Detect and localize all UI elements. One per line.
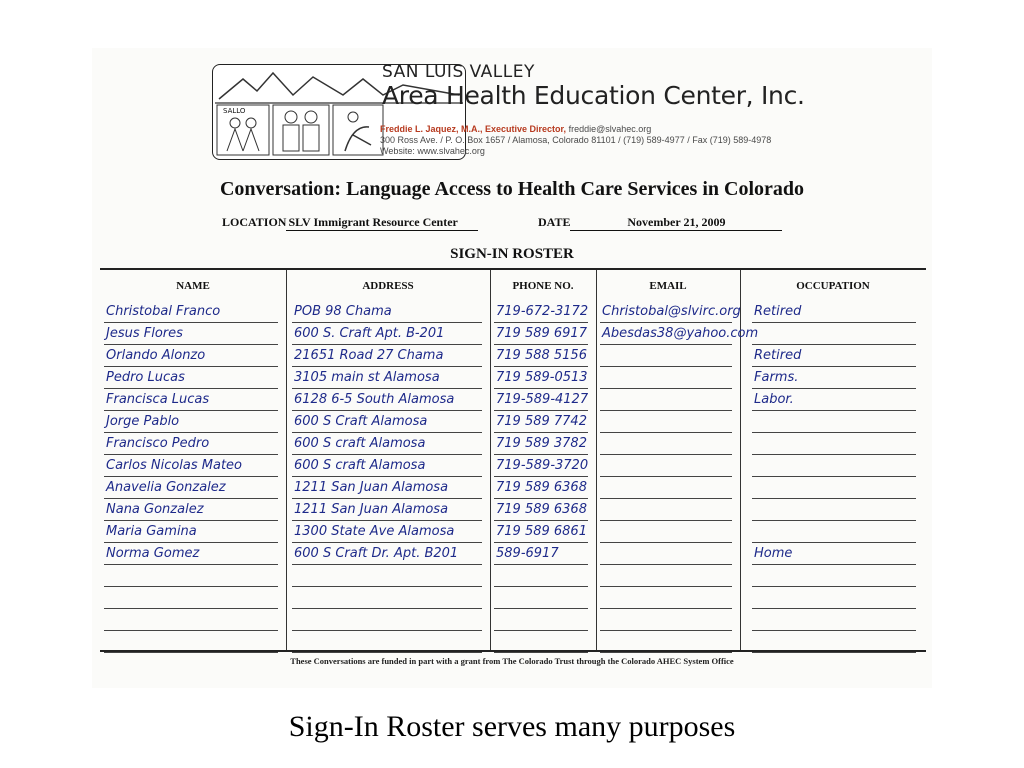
roster-cell-address: 1211 San Juan Alamosa bbox=[294, 502, 449, 517]
location-value: SLV Immigrant Resource Center bbox=[286, 215, 478, 231]
roster-cell-phone: 589-6917 bbox=[496, 546, 559, 561]
row-rule bbox=[494, 366, 588, 367]
location-row bbox=[222, 215, 478, 231]
row-rule bbox=[600, 498, 732, 499]
roster-cell-address: 600 S craft Alamosa bbox=[294, 458, 426, 473]
row-rule bbox=[494, 476, 588, 477]
roster-cell-address: 600 S Craft Alamosa bbox=[294, 414, 428, 429]
row-rule bbox=[292, 498, 482, 499]
roster-table bbox=[100, 268, 926, 652]
roster-cell-address: 600 S Craft Dr. Apt. B201 bbox=[294, 546, 459, 561]
row-rule bbox=[494, 542, 588, 543]
row-rule bbox=[752, 432, 916, 433]
roster-title: SIGN-IN ROSTER bbox=[450, 246, 574, 262]
row-rule bbox=[292, 564, 482, 565]
row-rule bbox=[752, 366, 916, 367]
row-rule bbox=[292, 388, 482, 389]
row-rule bbox=[104, 520, 278, 521]
roster-cell-phone: 719 588 5156 bbox=[496, 348, 587, 363]
roster-cell-name: Anavelia Gonzalez bbox=[106, 480, 226, 495]
row-rule bbox=[292, 322, 482, 323]
row-rule bbox=[752, 388, 916, 389]
roster-cell-address: 6128 6-5 South Alamosa bbox=[294, 392, 455, 407]
row-rule bbox=[292, 432, 482, 433]
logo-text: SALLO bbox=[223, 107, 246, 115]
row-rule bbox=[292, 652, 482, 653]
row-rule bbox=[752, 410, 916, 411]
row-rule bbox=[600, 344, 732, 345]
org-website: Website: www.slvahec.org bbox=[380, 146, 485, 156]
roster-cell-occupation: Home bbox=[754, 546, 793, 561]
row-rule bbox=[104, 388, 278, 389]
roster-cell-phone: 719 589 6368 bbox=[496, 480, 587, 495]
director-email: freddie@slvahec.org bbox=[568, 124, 652, 134]
row-rule bbox=[752, 608, 916, 609]
row-rule bbox=[494, 388, 588, 389]
row-rule bbox=[292, 366, 482, 367]
row-rule bbox=[600, 388, 732, 389]
row-rule bbox=[600, 652, 732, 653]
row-rule bbox=[600, 630, 732, 631]
header-address: ADDRESS bbox=[362, 280, 414, 292]
header-name: NAME bbox=[176, 280, 210, 292]
roster-cell-phone: 719 589-0513 bbox=[496, 370, 588, 385]
roster-cell-phone: 719 589 6368 bbox=[496, 502, 587, 517]
row-rule bbox=[494, 586, 588, 587]
roster-cell-occupation: Farms. bbox=[754, 370, 799, 385]
row-rule bbox=[104, 410, 278, 411]
header-email: EMAIL bbox=[649, 280, 687, 292]
location-label: LOCATION bbox=[222, 215, 287, 229]
row-rule bbox=[292, 410, 482, 411]
row-rule bbox=[600, 608, 732, 609]
row-rule bbox=[292, 586, 482, 587]
roster-cell-name: Carlos Nicolas Mateo bbox=[106, 458, 243, 473]
org-address: 300 Ross Ave. / P. O. Box 1657 / Alamosa, Colorado 81101 / (719) 589-4977 / Fax (719) 589-4978 bbox=[380, 135, 772, 145]
row-rule bbox=[600, 432, 732, 433]
date-row bbox=[538, 215, 782, 231]
row-rule bbox=[104, 366, 278, 367]
row-rule bbox=[600, 542, 732, 543]
row-rule bbox=[600, 586, 732, 587]
row-rule bbox=[104, 630, 278, 631]
row-rule bbox=[752, 652, 916, 653]
row-rule bbox=[600, 410, 732, 411]
row-rule bbox=[752, 344, 916, 345]
row-rule bbox=[104, 542, 278, 543]
row-rule bbox=[752, 454, 916, 455]
roster-cell-address: POB 98 Chama bbox=[294, 304, 392, 319]
roster-cell-address: 21651 Road 27 Chama bbox=[294, 348, 444, 363]
roster-cell-name: Francisca Lucas bbox=[106, 392, 210, 407]
roster-cell-email: Christobal@slvirc.org bbox=[602, 304, 741, 319]
row-rule bbox=[752, 564, 916, 565]
roster-cell-address: 1211 San Juan Alamosa bbox=[294, 480, 449, 495]
row-rule bbox=[494, 344, 588, 345]
row-rule bbox=[600, 520, 732, 521]
row-rule bbox=[292, 542, 482, 543]
roster-cell-address: 600 S. Craft Apt. B-201 bbox=[294, 326, 445, 341]
roster-cell-phone: 719 589 7742 bbox=[496, 414, 587, 429]
row-rule bbox=[494, 608, 588, 609]
column-divider bbox=[286, 270, 287, 650]
roster-cell-occupation: Retired bbox=[754, 348, 802, 363]
row-rule bbox=[104, 608, 278, 609]
roster-cell-name: Norma Gomez bbox=[106, 546, 200, 561]
row-rule bbox=[752, 542, 916, 543]
date-label: DATE bbox=[538, 215, 571, 229]
org-name-line1: SAN LUIS VALLEY bbox=[382, 62, 535, 82]
row-rule bbox=[494, 454, 588, 455]
roster-cell-phone: 719-589-4127 bbox=[496, 392, 589, 407]
roster-cell-phone: 719-672-3172 bbox=[496, 304, 589, 319]
row-rule bbox=[292, 476, 482, 477]
roster-cell-name: Francisco Pedro bbox=[106, 436, 210, 451]
row-rule bbox=[600, 366, 732, 367]
row-rule bbox=[494, 322, 588, 323]
row-rule bbox=[494, 564, 588, 565]
funding-note: These Conversations are funded in part with a grant from The Colorado Trust through the Colorado AHEC System Office bbox=[290, 656, 734, 666]
row-rule bbox=[494, 498, 588, 499]
row-rule bbox=[494, 652, 588, 653]
org-name-line2: Area Health Education Center, Inc. bbox=[382, 81, 805, 110]
row-rule bbox=[752, 520, 916, 521]
row-rule bbox=[752, 630, 916, 631]
roster-cell-email: Abesdas38@yahoo.com bbox=[602, 326, 759, 341]
row-rule bbox=[292, 520, 482, 521]
row-rule bbox=[104, 432, 278, 433]
roster-cell-phone: 719-589-3720 bbox=[496, 458, 589, 473]
roster-cell-address: 3105 main st Alamosa bbox=[294, 370, 440, 385]
org-name bbox=[382, 62, 805, 110]
row-rule bbox=[600, 454, 732, 455]
row-rule bbox=[292, 344, 482, 345]
roster-cell-phone: 719 589 6917 bbox=[496, 326, 587, 341]
roster-cell-phone: 719 589 3782 bbox=[496, 436, 587, 451]
column-divider bbox=[596, 270, 597, 650]
scanned-roster-sheet bbox=[92, 48, 932, 688]
slide-caption: Sign-In Roster serves many purposes bbox=[288, 710, 736, 743]
column-divider bbox=[490, 270, 491, 650]
row-rule bbox=[752, 586, 916, 587]
row-rule bbox=[104, 476, 278, 477]
row-rule bbox=[292, 630, 482, 631]
row-rule bbox=[104, 344, 278, 345]
roster-cell-name: Jorge Pablo bbox=[106, 414, 180, 429]
roster-cell-name: Maria Gamina bbox=[106, 524, 197, 539]
row-rule bbox=[494, 410, 588, 411]
row-rule bbox=[104, 564, 278, 565]
row-rule bbox=[104, 322, 278, 323]
roster-cell-address: 600 S craft Alamosa bbox=[294, 436, 426, 451]
header-phone: PHONE NO. bbox=[512, 280, 574, 292]
row-rule bbox=[292, 454, 482, 455]
row-rule bbox=[104, 454, 278, 455]
roster-cell-occupation: Retired bbox=[754, 304, 802, 319]
roster-cell-name: Orlando Alonzo bbox=[106, 348, 206, 363]
roster-cell-name: Pedro Lucas bbox=[106, 370, 185, 385]
roster-cell-address: 1300 State Ave Alamosa bbox=[294, 524, 455, 539]
row-rule bbox=[752, 322, 916, 323]
director-info bbox=[380, 124, 840, 157]
roster-cell-name: Jesus Flores bbox=[106, 326, 183, 341]
row-rule bbox=[494, 432, 588, 433]
row-rule bbox=[104, 498, 278, 499]
row-rule bbox=[600, 322, 732, 323]
row-rule bbox=[752, 476, 916, 477]
roster-cell-name: Christobal Franco bbox=[106, 304, 221, 319]
row-rule bbox=[600, 564, 732, 565]
row-rule bbox=[494, 630, 588, 631]
row-rule bbox=[600, 476, 732, 477]
row-rule bbox=[752, 498, 916, 499]
row-rule bbox=[104, 652, 278, 653]
roster-cell-name: Nana Gonzalez bbox=[106, 502, 204, 517]
date-value: November 21, 2009 bbox=[570, 215, 782, 231]
row-rule bbox=[104, 586, 278, 587]
roster-cell-occupation: Labor. bbox=[754, 392, 794, 407]
document-title: Conversation: Language Access to Health Care Services in Colorado bbox=[219, 178, 805, 200]
roster-cell-phone: 719 589 6861 bbox=[496, 524, 587, 539]
director-name: Freddie L. Jaquez, M.A., Executive Director, bbox=[380, 124, 567, 134]
row-rule bbox=[292, 608, 482, 609]
header-occupation: OCCUPATION bbox=[796, 280, 870, 292]
row-rule bbox=[494, 520, 588, 521]
